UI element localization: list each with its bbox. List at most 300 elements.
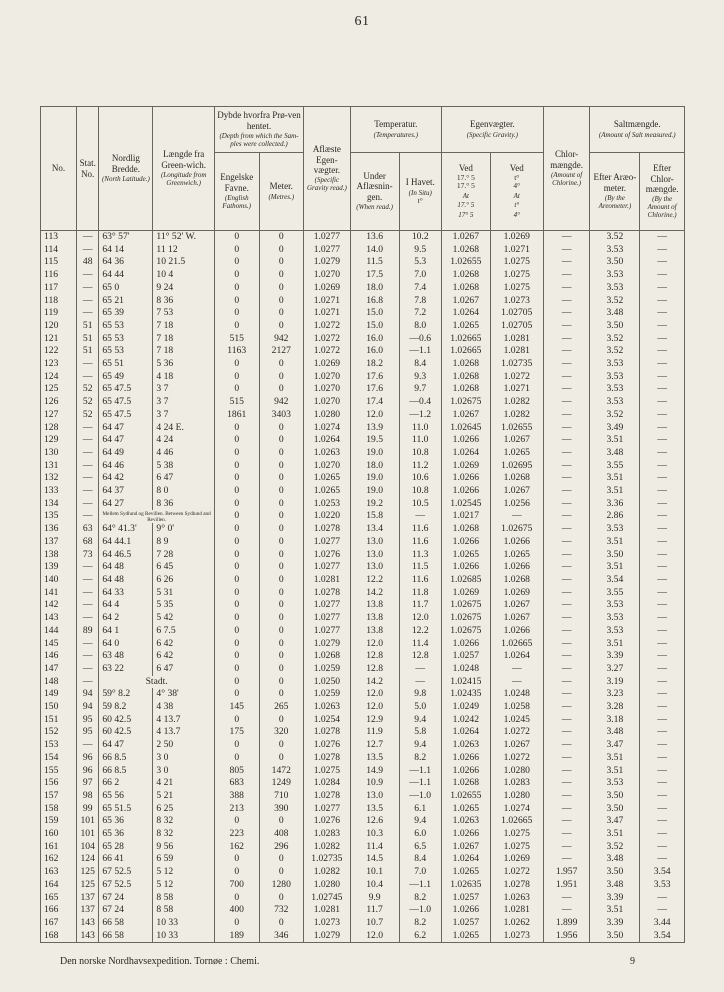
header-no: No. (41, 107, 77, 231)
table-cell: — (77, 472, 99, 485)
table-cell: 1.0268 (441, 282, 490, 295)
table-cell: 64 48 (99, 561, 153, 574)
table-cell: 13.8 (350, 612, 399, 625)
table-cell: 67 52.5 (99, 866, 153, 879)
table-cell: 9.4 (399, 815, 441, 828)
table-cell: 3.48 (590, 307, 640, 320)
table-cell: 149 (41, 688, 77, 701)
table-cell: 140 (41, 574, 77, 587)
table-cell: 1.0263 (441, 815, 490, 828)
header-fathoms: Engelske Favne. (English Fathoms.) (214, 153, 259, 231)
table-cell: — (77, 282, 99, 295)
table-cell: — (640, 765, 685, 778)
table-cell: 1.0264 (441, 447, 490, 460)
table-cell: 1.0278 (304, 587, 351, 600)
table-cell: 158 (41, 803, 77, 816)
table-cell: 1.02675 (441, 599, 490, 612)
header-salt: Saltmængde. (Amount of Salt measured.) (590, 107, 685, 153)
table-cell: 166 (41, 904, 77, 917)
table-cell: 0 (259, 358, 304, 371)
table-cell: 3.51 (590, 434, 640, 447)
table-cell: 64 44 (99, 269, 153, 282)
table-cell: 11.4 (399, 638, 441, 651)
table-cell: 162 (214, 841, 259, 854)
table-cell: 0 (259, 739, 304, 752)
table-cell: 1.0278 (304, 523, 351, 536)
table-cell: 89 (77, 625, 99, 638)
table-cell: 3.51 (590, 752, 640, 765)
table-cell: — (543, 561, 590, 574)
table-cell: 0 (259, 371, 304, 384)
table-row (41, 815, 685, 828)
table-cell: 94 (77, 688, 99, 701)
table-cell: 3.39 (590, 892, 640, 905)
table-cell: 3.51 (590, 536, 640, 549)
table-cell: 1.0267 (441, 841, 490, 854)
table-cell: — (640, 371, 685, 384)
table-cell: 1.0275 (490, 282, 543, 295)
table-cell: 64 49 (99, 447, 153, 460)
table-cell: 16.0 (350, 345, 399, 358)
table-cell: 3.53 (590, 777, 640, 790)
table-cell: 0 (214, 853, 259, 866)
table-cell: — (640, 447, 685, 460)
table-cell: — (543, 358, 590, 371)
table-cell: 96 (77, 765, 99, 778)
table-cell: — (640, 256, 685, 269)
table-row (41, 663, 685, 676)
table-cell: 1.0264 (441, 307, 490, 320)
table-cell: 1.0257 (441, 892, 490, 905)
table-cell: 1.0270 (304, 460, 351, 473)
table-cell: 63 22 (99, 663, 153, 676)
table-cell: 3.49 (590, 422, 640, 435)
table-cell: 0 (214, 282, 259, 295)
table-cell: 1.0265 (490, 447, 543, 460)
table-cell: 0 (214, 307, 259, 320)
table-cell: 3.53 (590, 358, 640, 371)
table-cell: 700 (214, 879, 259, 892)
table-cell: 0 (214, 866, 259, 879)
table-cell: 1.0284 (304, 777, 351, 790)
table-cell: 320 (259, 726, 304, 739)
table-cell: — (543, 828, 590, 841)
table-cell: 1.02745 (304, 892, 351, 905)
table-cell: — (77, 244, 99, 257)
table-cell: 11.8 (399, 587, 441, 600)
table-cell: 8 58 (153, 892, 215, 905)
table-cell: 0 (259, 422, 304, 435)
table-cell: 1.0272 (304, 320, 351, 333)
table-cell: 9.8 (399, 688, 441, 701)
table-cell: 0 (214, 320, 259, 333)
table-cell: 64 47 (99, 422, 153, 435)
footer-signature: 9 (630, 956, 635, 967)
table-cell: 0 (259, 625, 304, 638)
table-row (41, 879, 685, 892)
table-cell: 165 (41, 892, 77, 905)
table-cell: 67 24 (99, 904, 153, 917)
table-cell: 18.0 (350, 282, 399, 295)
table-cell: — (77, 460, 99, 473)
table-cell: 3.54 (640, 866, 685, 879)
table-cell: 128 (41, 422, 77, 435)
table-cell: 1.0278 (304, 726, 351, 739)
table-cell: 0 (259, 498, 304, 511)
page-number: 61 (354, 14, 370, 29)
table-cell: 1.0267 (490, 434, 543, 447)
table-cell: 3.53 (590, 282, 640, 295)
table-row (41, 574, 685, 587)
table-cell: 64 2 (99, 612, 153, 625)
table-cell: 3.53 (640, 879, 685, 892)
table-row (41, 383, 685, 396)
table-cell: — (640, 295, 685, 308)
table-row (41, 714, 685, 727)
table-cell: 134 (41, 498, 77, 511)
table-cell: 1.0276 (304, 549, 351, 562)
table-cell: — (640, 396, 685, 409)
table-row (41, 231, 685, 244)
table-cell: 59° 8.2 (99, 688, 153, 701)
table-cell: 4 13.7 (153, 726, 215, 739)
table-cell: 18.2 (350, 358, 399, 371)
table-cell: 1.0266 (490, 625, 543, 638)
table-cell: 125 (77, 866, 99, 879)
table-cell: 1.0277 (304, 612, 351, 625)
table-cell: 146 (41, 650, 77, 663)
table-cell: 118 (41, 295, 77, 308)
table-cell: 11.6 (399, 523, 441, 536)
table-cell: 7.2 (399, 307, 441, 320)
table-cell: 64 37 (99, 485, 153, 498)
table-row (41, 282, 685, 295)
table-cell: 11.4 (350, 841, 399, 854)
table-cell: 13.8 (350, 625, 399, 638)
table-cell: 12.6 (350, 815, 399, 828)
table-row (41, 892, 685, 905)
table-cell: — (543, 701, 590, 714)
table-row (41, 612, 685, 625)
table-cell: 65 36 (99, 815, 153, 828)
table-cell: — (640, 358, 685, 371)
table-cell: 66 8.5 (99, 765, 153, 778)
table-cell: — (77, 231, 99, 244)
table-cell: 3.52 (590, 409, 640, 422)
table-cell: 66 2 (99, 777, 153, 790)
table-cell: — (543, 536, 590, 549)
table-cell: 1.02675 (441, 612, 490, 625)
table-cell: — (640, 625, 685, 638)
table-cell: 64 42 (99, 472, 153, 485)
table-cell: 0 (259, 917, 304, 930)
table-cell: 1.0266 (441, 904, 490, 917)
table-cell: 15.0 (350, 307, 399, 320)
table-cell: 51 (77, 333, 99, 346)
table-cell: 0 (214, 383, 259, 396)
table-cell: 1.0268 (304, 650, 351, 663)
table-cell: 64 0 (99, 638, 153, 651)
table-cell: 1280 (259, 879, 304, 892)
table-cell: — (543, 587, 590, 600)
table-cell: 13.0 (350, 561, 399, 574)
table-cell: 1.0268 (441, 358, 490, 371)
table-cell: 346 (259, 930, 304, 943)
table-cell: 6 59 (153, 853, 215, 866)
table-cell: 1.0265 (441, 803, 490, 816)
table-cell: — (543, 485, 590, 498)
table-cell: 12.8 (350, 650, 399, 663)
table-row (41, 853, 685, 866)
table-cell: 6 42 (153, 650, 215, 663)
table-cell: — (640, 777, 685, 790)
table-cell: — (77, 612, 99, 625)
table-cell: 4 13.7 (153, 714, 215, 727)
header-temperature: Temperatur. (Temperatures.) (350, 107, 441, 153)
table-row (41, 866, 685, 879)
table-cell: 14.2 (350, 587, 399, 600)
table-row (41, 422, 685, 435)
table-cell: 0 (259, 714, 304, 727)
table-cell: 143 (77, 930, 99, 943)
table-cell: 2.86 (590, 510, 640, 523)
table-cell: 1.0282 (304, 841, 351, 854)
table-cell: 3.50 (590, 930, 640, 943)
table-cell: 14.2 (350, 676, 399, 689)
table-cell: 3.39 (590, 650, 640, 663)
table-cell: 1.0267 (490, 485, 543, 498)
table-cell: 8 36 (153, 498, 215, 511)
table-cell: 0 (214, 231, 259, 244)
location-label: Stadt. (99, 676, 215, 689)
table-cell: 0 (214, 917, 259, 930)
table-cell: 732 (259, 904, 304, 917)
table-cell: 65 21 (99, 295, 153, 308)
table-cell: 159 (41, 815, 77, 828)
table-cell: 11.6 (399, 574, 441, 587)
table-cell: 67 24 (99, 892, 153, 905)
table-cell: 1.0266 (441, 434, 490, 447)
table-cell: 1.0264 (441, 726, 490, 739)
table-row (41, 587, 685, 600)
table-cell: 1.0217 (441, 510, 490, 523)
table-cell: 11.9 (350, 726, 399, 739)
table-cell: — (543, 282, 590, 295)
table-cell: 131 (41, 460, 77, 473)
table-cell: 1.0266 (490, 536, 543, 549)
table-cell: 1.0265 (490, 549, 543, 562)
table-cell: 11.0 (399, 422, 441, 435)
table-cell: 11.7 (350, 904, 399, 917)
table-cell: 1.0271 (304, 295, 351, 308)
table-cell: 8 0 (153, 485, 215, 498)
table-cell: 3.52 (590, 345, 640, 358)
table-cell: — (640, 510, 685, 523)
table-cell: 1.951 (543, 879, 590, 892)
header-depth: Dybde hvorfra Prø-ven hentet. (Depth from which the Sam-ples were collected.) (214, 107, 303, 153)
table-cell: — (640, 815, 685, 828)
table-cell: — (543, 574, 590, 587)
header-sg-17-5: Ved 17.° 5 17.° 5 At 17.° 5 17° 5 (441, 153, 490, 231)
table-cell: — (77, 358, 99, 371)
table-cell: 6.0 (399, 828, 441, 841)
table-cell: 73 (77, 549, 99, 562)
table-cell: 0 (214, 612, 259, 625)
table-cell: 4 18 (153, 371, 215, 384)
table-row (41, 561, 685, 574)
table-cell: 1.0280 (304, 879, 351, 892)
table-cell: — (543, 256, 590, 269)
table-cell: 3.18 (590, 714, 640, 727)
table-row (41, 345, 685, 358)
table-cell: — (640, 587, 685, 600)
table-cell: 4 21 (153, 777, 215, 790)
table-cell: — (543, 396, 590, 409)
table-cell: 213 (214, 803, 259, 816)
table-cell: 6 7.5 (153, 625, 215, 638)
table-row (41, 244, 685, 257)
table-cell: 13.5 (350, 752, 399, 765)
table-cell: 7 53 (153, 307, 215, 320)
table-cell: — (77, 371, 99, 384)
table-cell: — (77, 663, 99, 676)
table-cell: 4 24 E. (153, 422, 215, 435)
table-cell: 10 33 (153, 930, 215, 943)
table-cell: 135 (41, 510, 77, 523)
table-cell: 3.51 (590, 638, 640, 651)
table-cell: 10 33 (153, 917, 215, 930)
table-cell: 1.0272 (490, 752, 543, 765)
table-cell: — (543, 625, 590, 638)
table-cell: 10.7 (350, 917, 399, 930)
table-cell: 162 (41, 853, 77, 866)
table-cell: 1.0271 (490, 244, 543, 257)
table-cell: 12.8 (399, 650, 441, 663)
table-cell: 0 (214, 650, 259, 663)
table-cell: 8.2 (399, 917, 441, 930)
table-header (41, 107, 685, 231)
table-cell: 0 (214, 523, 259, 536)
table-cell: 0 (214, 295, 259, 308)
table-cell: 1.0275 (490, 256, 543, 269)
table-row (41, 676, 685, 689)
table-cell: — (543, 498, 590, 511)
table-cell: — (77, 574, 99, 587)
table-cell: 3.47 (590, 739, 640, 752)
table-row (41, 726, 685, 739)
table-cell: 142 (41, 599, 77, 612)
table-cell: 3 7 (153, 396, 215, 409)
table-cell: — (77, 295, 99, 308)
table-cell: 8.4 (399, 853, 441, 866)
table-cell: — (640, 472, 685, 485)
table-cell: 3.50 (590, 549, 640, 562)
table-cell: 12.9 (350, 714, 399, 727)
table-body (41, 231, 685, 943)
table-cell: — (640, 485, 685, 498)
table-cell: 3 0 (153, 752, 215, 765)
table-cell: 0 (259, 523, 304, 536)
table-cell: 0 (259, 282, 304, 295)
table-cell: 1.0259 (304, 663, 351, 676)
table-cell: — (543, 295, 590, 308)
header-sg-t-4: Ved t° 4° At t° 4° (490, 153, 543, 231)
table-cell: 5.3 (399, 256, 441, 269)
table-cell: 65 47.5 (99, 396, 153, 409)
table-cell: 143 (41, 612, 77, 625)
table-cell: 0 (259, 752, 304, 765)
table-cell: — (640, 790, 685, 803)
table-cell: 144 (41, 625, 77, 638)
table-cell: 141 (41, 587, 77, 600)
table-cell: 19.0 (350, 485, 399, 498)
table-cell: — (543, 409, 590, 422)
table-cell: — (543, 333, 590, 346)
table-cell: 16.8 (350, 295, 399, 308)
table-cell: 1.0268 (490, 472, 543, 485)
table-cell: 9° 0' (153, 523, 215, 536)
table-cell: 1.0268 (441, 777, 490, 790)
table-cell: 0 (259, 256, 304, 269)
table-cell: 7 18 (153, 345, 215, 358)
table-cell: 65 39 (99, 307, 153, 320)
table-cell: 2 50 (153, 739, 215, 752)
table-row (41, 333, 685, 346)
table-cell: 400 (214, 904, 259, 917)
table-row (41, 739, 685, 752)
table-cell: 64 47 (99, 434, 153, 447)
table-cell: 17.6 (350, 371, 399, 384)
table-cell: 60 42.5 (99, 714, 153, 727)
table-row (41, 701, 685, 714)
table-cell: 16.0 (350, 333, 399, 346)
header-gravity-read: Aflæste Egen-vægter. (Specific Gravity read.) (304, 107, 351, 231)
table-cell: 64 44.1 (99, 536, 153, 549)
table-cell: 0 (259, 460, 304, 473)
table-cell: 96 (77, 752, 99, 765)
table-cell: — (77, 676, 99, 689)
table-cell: 97 (77, 777, 99, 790)
table-cell: 13.0 (350, 536, 399, 549)
table-cell: 0 (214, 676, 259, 689)
table-cell: 9.4 (399, 714, 441, 727)
table-cell: 1.0269 (490, 853, 543, 866)
table-cell: 1.0267 (441, 295, 490, 308)
table-cell: — (640, 828, 685, 841)
table-cell: 6 42 (153, 638, 215, 651)
footer-text: Den norske Nordhavsexpedition. Tornøe : Chemi. (60, 956, 260, 967)
table-cell: 3.27 (590, 663, 640, 676)
table-cell: 0 (259, 599, 304, 612)
table-cell: — (77, 587, 99, 600)
table-cell: 52 (77, 409, 99, 422)
table-cell: — (543, 345, 590, 358)
table-cell: 63 (77, 523, 99, 536)
table-cell: 1.0276 (304, 739, 351, 752)
table-cell: 152 (41, 726, 77, 739)
table-cell: 167 (41, 917, 77, 930)
table-cell: 0 (259, 688, 304, 701)
table-cell: 0 (214, 599, 259, 612)
table-cell: 8 36 (153, 295, 215, 308)
table-cell: 51 (77, 320, 99, 333)
table-cell: — (640, 638, 685, 651)
table-cell: 9 56 (153, 841, 215, 854)
table-cell: 1.0277 (304, 244, 351, 257)
table-cell: 65 53 (99, 333, 153, 346)
table-cell: 1.0272 (490, 726, 543, 739)
table-cell: 11.7 (399, 599, 441, 612)
